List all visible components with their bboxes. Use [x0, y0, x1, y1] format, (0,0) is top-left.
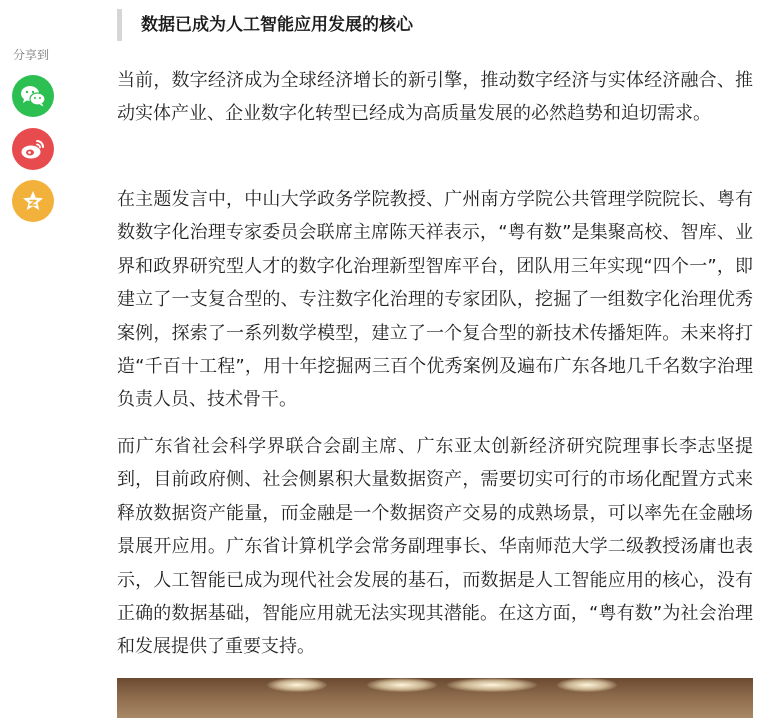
article-photo	[117, 678, 753, 718]
section-heading: 数据已成为人工智能应用发展的核心	[117, 9, 413, 41]
weibo-icon	[20, 138, 46, 160]
share-weibo-button[interactable]	[12, 128, 54, 170]
share-label: 分享到	[13, 48, 50, 62]
article-paragraph-1: 当前，数字经济成为全球经济增长的新引擎，推动数字经济与实体经济融合、推动实体产业、企业数字化转型已经成为高质量发展的必然趋势和迫切需求。	[117, 70, 753, 125]
article-paragraph-2: 在主题发言中，中山大学政务学院教授、广州南方学院公共管理学院院长、粤有数数字化治理专家委员会联席主席陈天祥表示，“粤有数”是集聚高校、智库、业界和政界研究型人才的数字化治理新型智库平台，团队用三年实现“四个一”，即建立了一支复合型的、专注数字化治理的专家团队，挖掘了一组数字化治理优秀案例，探索了一系列数学模型，建立了一个复合型的新技术传播矩阵。未来将打造“千百十工程”，用十年挖掘两三百个优秀案例及遍布广东各地几千名数字治理负责人员、技术骨干。	[117, 189, 753, 411]
share-qzone-button[interactable]	[12, 180, 54, 222]
share-wechat-button[interactable]	[12, 75, 54, 117]
wechat-icon	[20, 85, 46, 107]
qzone-star-icon	[21, 189, 45, 213]
article-paragraph-3: 而广东省社会科学界联合会副主席、广东亚太创新经济研究院理事长李志坚提到，目前政府侧、社会侧累积大量数据资产，需要切实可行的市场化配置方式来释放数据资产能量，而金融是一个数据资产交易的成熟场景，可以率先在金融场景展开应用。广东省计算机学会常务副理事长、华南师范大学二级教授汤庸也表示，人工智能已成为现代社会发展的基石，而数据是人工智能应用的核心，没有正确的数据基础，智能应用就无法实现其潜能。在这方面，“粤有数”为社会治理和发展提供了重要支持。	[117, 436, 753, 658]
